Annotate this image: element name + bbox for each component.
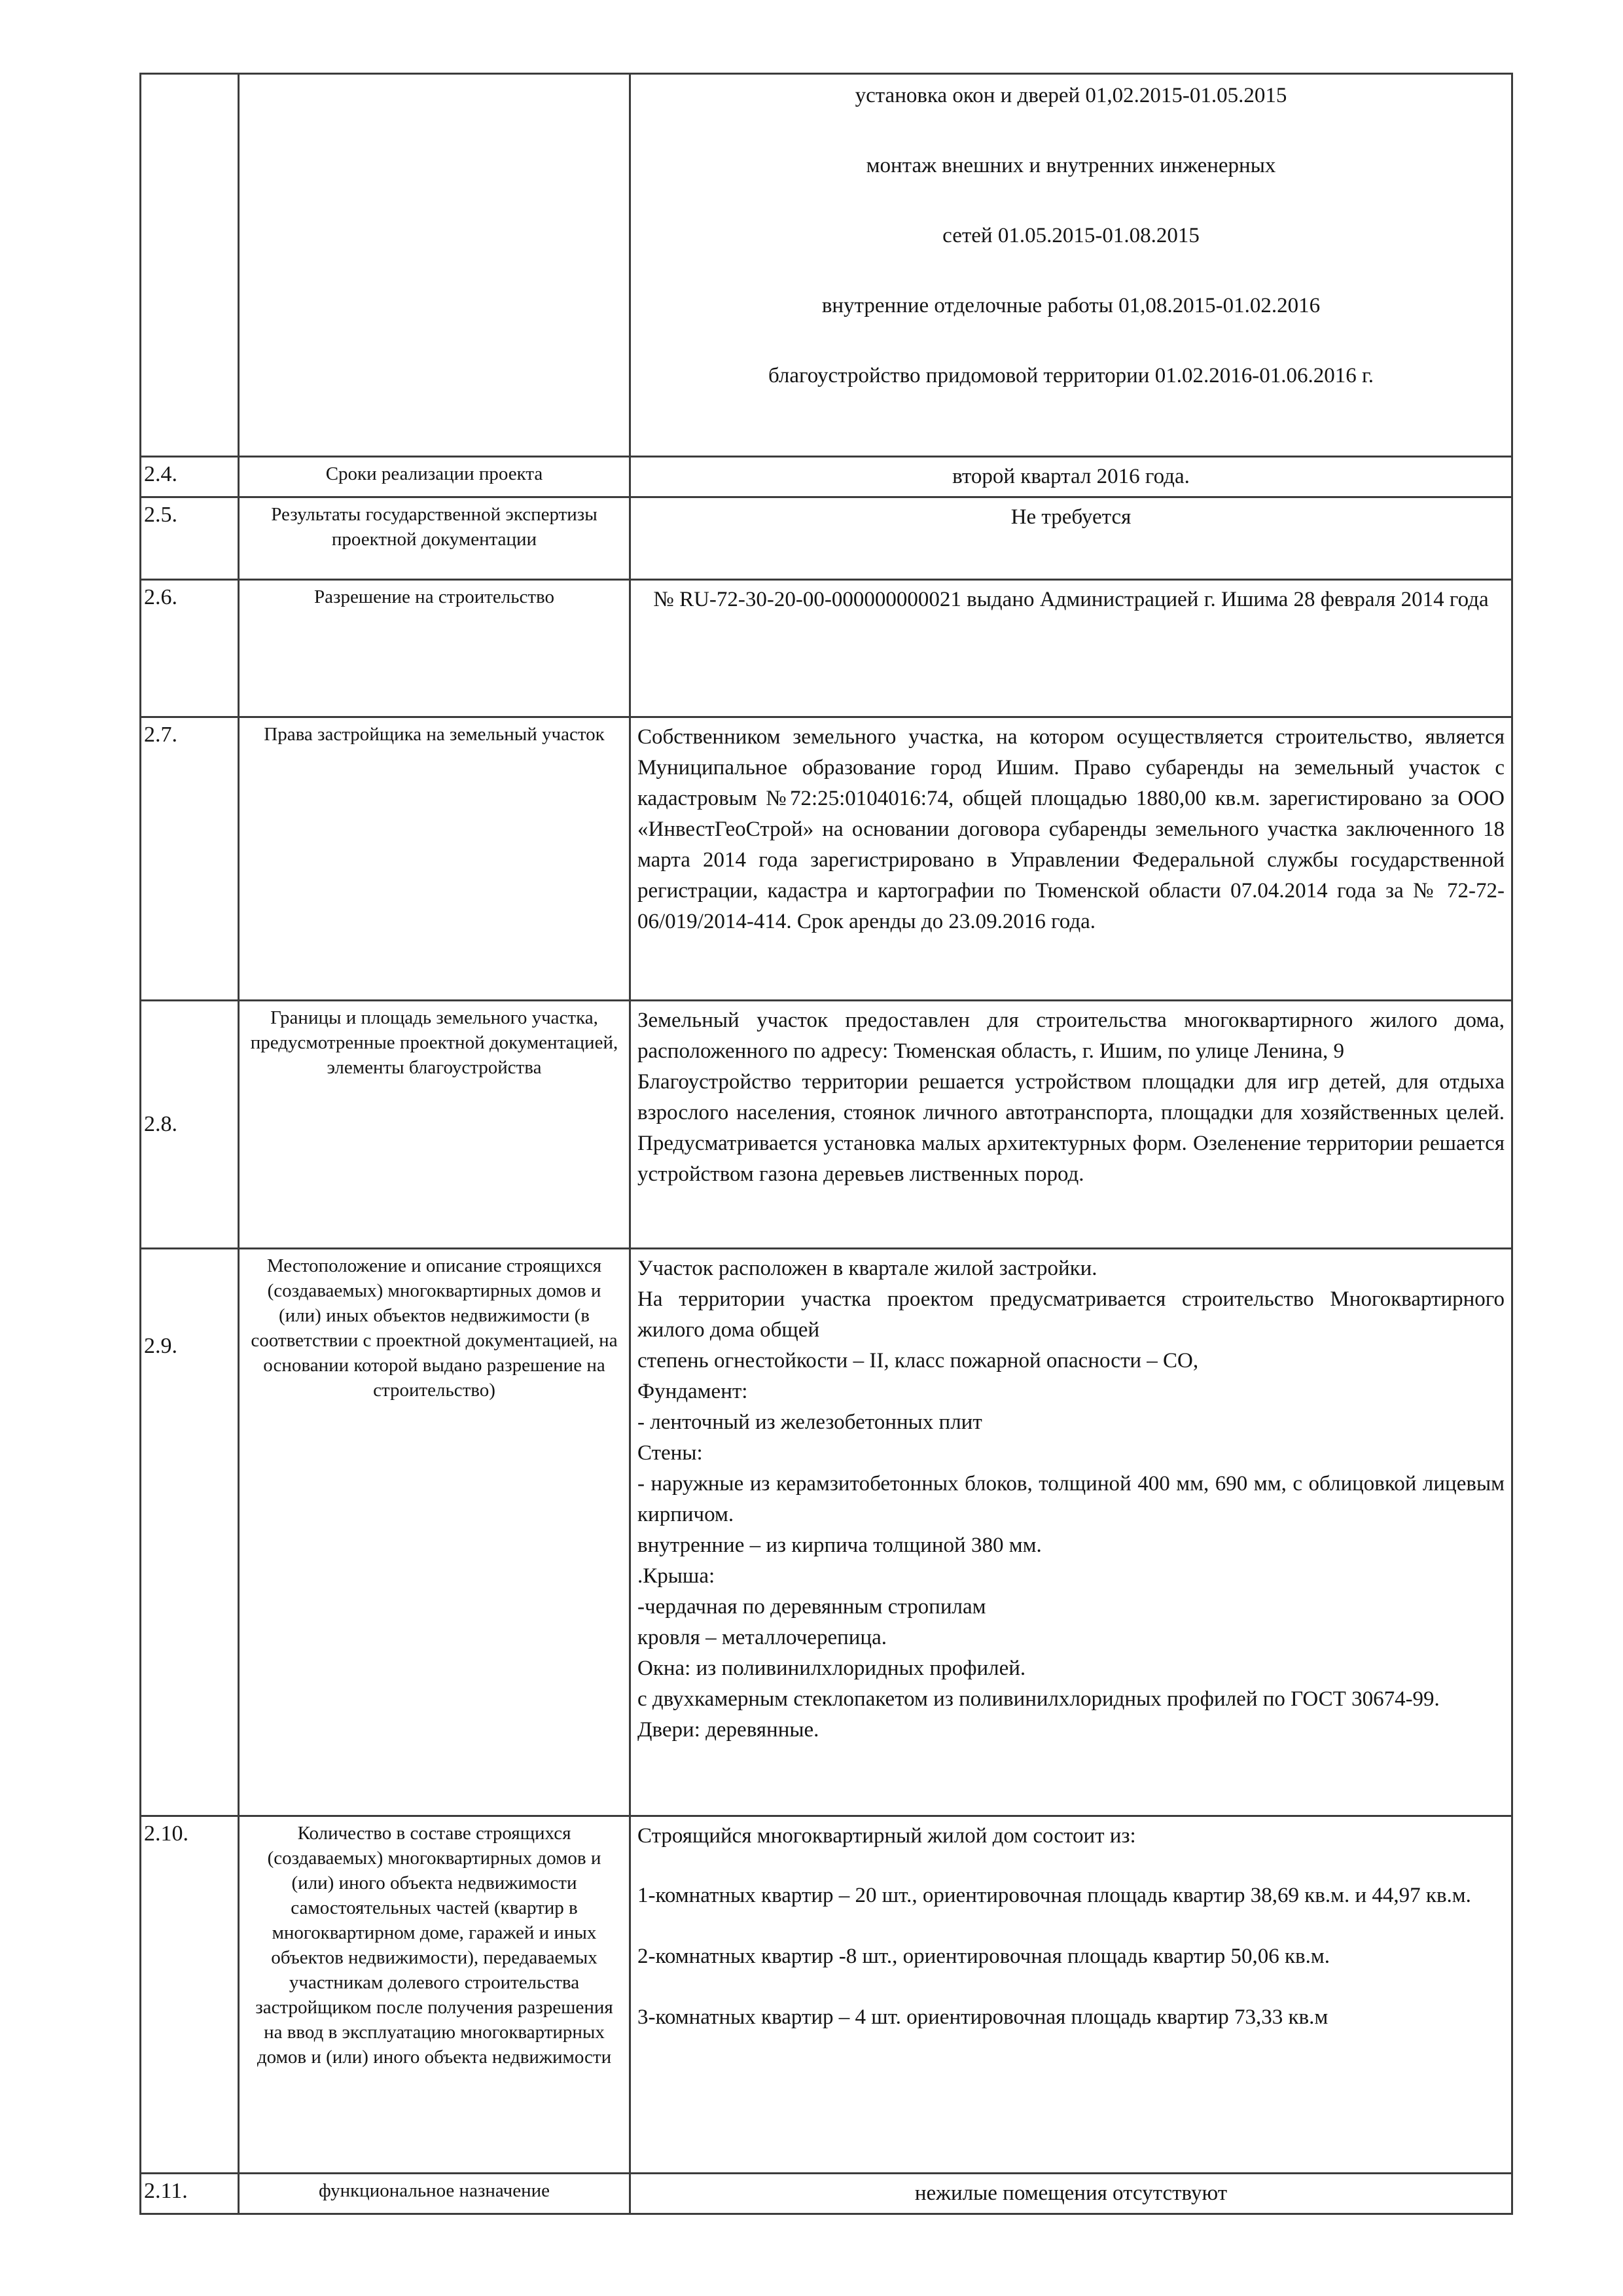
row-label-cell: Результаты государственной экспертизы проектной документации: [239, 497, 630, 580]
schedule-line-landscaping: благоустройство придомовой территории 01.02.2016-01.06.2016 г.: [768, 364, 1374, 387]
description-line: Стены:: [637, 1441, 703, 1465]
row-label-cell: Права застройщика на земельный участок: [239, 717, 630, 1001]
apartments-1-room: 1-комнатных квартир – 20 шт., ориентировочная площадь квартир 38,69 кв.м. и 44,97 кв.м.: [637, 1884, 1471, 1907]
row-label-cell: Разрешение на строительство: [239, 580, 630, 717]
apartments-intro: Строящийся многоквартирный жилой дом состоит из:: [637, 1824, 1136, 1848]
apartments-3-room: 3-комнатных квартир – 4 шт. ориентировочная площадь квартир 73,33 кв.м: [637, 2005, 1329, 2029]
row-number-cell: 2.9.: [141, 1249, 239, 1816]
table-row-2-7: [141, 717, 1512, 1001]
row-number-cell: 2.6.: [141, 580, 239, 717]
row-label-cell: функциональное назначение: [239, 2174, 630, 2214]
table-row-2-5: [141, 497, 1512, 580]
row-label-cell: Местоположение и описание строящихся (создаваемых) многоквартирных домов и (или) иных объектов недвижимости (в соответствии с проектной документацией, на основании которой выдано разрешение на строительство): [239, 1249, 630, 1816]
description-line: .Крыша:: [637, 1564, 715, 1588]
table-row-2-10: [141, 1816, 1512, 2174]
schedule-cell: [630, 74, 1512, 457]
row-label-cell: Количество в составе строящихся (создаваемых) многоквартирных домов и (или) иного объекта недвижимости самостоятельных частей (квартир в многоквартирном доме, гаражей и иных объектов недвижимости), передаваемых участникам долевого строительства застройщиком после получения разрешения на ввод в эксплуатацию многоквартирных домов и (или) иного объекта недвижимости: [239, 1816, 630, 2174]
description-line: Окна: из поливинилхлоридных профилей.: [637, 1657, 1026, 1680]
row-content-cell: [630, 1816, 1512, 2174]
description-line: с двухкамерным стеклопакетом из поливинилхлоридных профилей по ГОСТ 30674-99.: [637, 1687, 1440, 1711]
row-content-cell: второй квартал 2016 года.: [630, 457, 1512, 497]
row-number-cell: 2.7.: [141, 717, 239, 1001]
row-number-cell: 2.10.: [141, 1816, 239, 2174]
schedule-line-finishing: внутренние отделочные работы 01,08.2015-01.02.2016: [821, 294, 1321, 317]
schedule-line-windows: установка окон и дверей 01,02.2015-01.05.2015: [855, 84, 1287, 107]
row-content-cell: [630, 1249, 1512, 1816]
row-content-cell: Не требуется: [630, 497, 1512, 580]
schedule-line-networks-title: монтаж внешних и внутренних инженерных: [866, 154, 1276, 177]
description-line: - ленточный из железобетонных плит: [637, 1410, 982, 1434]
schedule-line-networks-dates: сетей 01.05.2015-01.08.2015: [942, 224, 1200, 247]
row-number-cell: 2.11.: [141, 2174, 239, 2214]
table-row-2-9: [141, 1249, 1512, 1816]
row-number-cell: 2.5.: [141, 497, 239, 580]
description-line: внутренние – из кирпича толщиной 380 мм.: [637, 1534, 1042, 1557]
table-row-2-11: [141, 2174, 1512, 2214]
land-plot-paragraph: Земельный участок предоставлен для строительства многоквартирного жилого дома, расположенного по адресу: Тюменская область, г. Ишим, по улице Ленина, 9: [637, 1009, 1505, 1063]
description-line: - наружные из керамзитобетонных блоков, толщиной 400 мм, 690 мм, с облицовкой лицевым кирпичом.: [637, 1472, 1505, 1526]
table-row-2-4: [141, 457, 1512, 497]
description-line: Участок расположен в квартале жилой застройки.: [637, 1257, 1097, 1280]
row-label-cell: Границы и площадь земельного участка, предусмотренные проектной документацией, элементы благоустройства: [239, 1001, 630, 1249]
description-line: На территории участка проектом предусматривается строительство Многоквартирного жилого дома общей: [637, 1287, 1505, 1342]
description-line: Фундамент:: [637, 1380, 748, 1403]
row-content-cell: нежилые помещения отсутствуют: [630, 2174, 1512, 2214]
row-number-cell: 2.4.: [141, 457, 239, 497]
row-content-cell: Собственником земельного участка, на котором осуществляется строительство, является Муниципальное образование город Ишим. Право субаренды на земельный участок с кадастровым №72:25:0104016:74, общей площадью 1880,00 кв.м. зарегистировано за ООО «ИнвестГеоСтрой» на основании договора субаренды земельного участка заключенного 18 марта 2014 года зарегистрировано в Управлении Федеральной службы государственной регистрации, кадастра и картографии по Тюменской области 07.04.2014 года за № 72-72-06/019/2014-414. Срок аренды до 23.09.2016 года.: [630, 717, 1512, 1001]
table-row-2-6: [141, 580, 1512, 717]
row-content-cell: [630, 1001, 1512, 1249]
table-row-schedule: [141, 74, 1512, 457]
description-line: -чердачная по деревянным стропилам: [637, 1595, 986, 1619]
row-content-cell: № RU-72-30-20-00-000000000021 выдано Администрацией г. Ишима 28 февраля 2014 года: [630, 580, 1512, 717]
project-declaration-table: [139, 73, 1513, 2215]
description-line: Двери: деревянные.: [637, 1718, 819, 1742]
apartments-2-room: 2-комнатных квартир -8 шт., ориентировочная площадь квартир 50,06 кв.м.: [637, 1945, 1330, 1968]
table-row-2-8: [141, 1001, 1512, 1249]
row-number-cell: 2.8.: [141, 1001, 239, 1249]
row-label-cell: [239, 74, 630, 457]
row-label-cell: Сроки реализации проекта: [239, 457, 630, 497]
row-number-cell: [141, 74, 239, 457]
landscaping-paragraph: Благоустройство территории решается устройством площадки для игр детей, для отдыха взрослого населения, стоянок личного автотранспорта, площадки для хозяйственных целей. Предусматривается установка малых архитектурных форм. Озеленение территории решается устройством газона деревьев лиственных пород.: [637, 1070, 1505, 1186]
description-line: кровля – металлочерепица.: [637, 1626, 887, 1649]
description-line: степень огнестойкости – II, класс пожарной опасности – СО,: [637, 1349, 1199, 1372]
